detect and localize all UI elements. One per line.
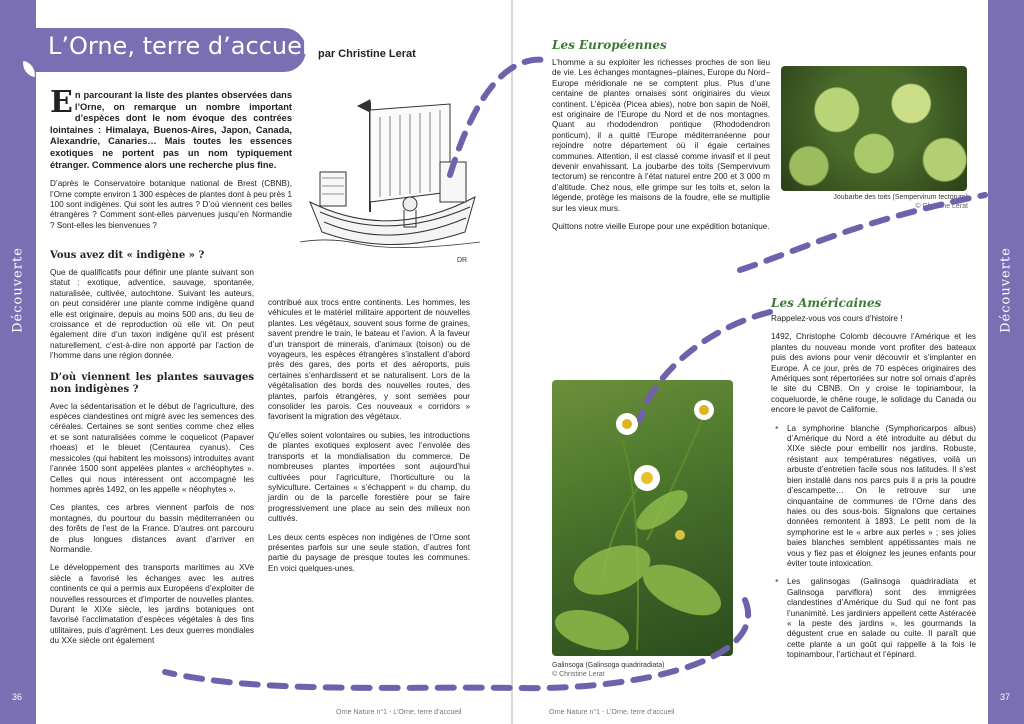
right-side-tab	[988, 0, 1024, 724]
subheading-origins: D’où viennent les plantes sauvages non indigènes ?	[50, 371, 254, 395]
right-column-eu	[552, 58, 770, 241]
bullet-galinsoga: • Les galinsogas (Galinsoga quadriradiata et Galinsoga parviflora) sont des immigrées clandestines d’Amérique du Sud qui ne font pas l’unanimité. Les jardiniers appellent cette Astéracée « la peste des jardins », les gourmands la dégustent crue en salade ou cuite. Il paraît que cette plante a un goût qui rappelle à la fois le topinambour, l’artichaut et l’épinard.	[771, 577, 976, 660]
paragraph: Avec la sédentarisation et le début de l’agriculture, des espèces clandestines ont migré avec les semences des céréales. Certaines se sont senties comme chez elles et se sont naturalisées comme le coquelicot (Papaver rhoeas) et le bleuet (Centaurea cyanus). Ces messicoles (qui habitent les moissons) introduites avant l’année 1500 sont appelées plantes « archéophytes ». Celles qui nous intéressent ont accompagné les hommes après 1492, on les appelle « néophytes ».	[50, 401, 254, 494]
heading-americaines: Les Américaines	[771, 296, 882, 310]
intro-column	[50, 85, 292, 239]
paragraph: Qu’elles soient volontaires ou subies, les introductions de plantes exotiques explosent avec l’envolée des transports et la mondialisation du commerce. De nombreuses plantes importées sont aujourd’hui cultivées pour l’agriculture, l’horticulture ou la sylviculture. Certaines « s’échappent » du champ, du jardin ou de la parcelle forestière pour se faire progressivement une place au sein des milieux non cultivés.	[268, 430, 470, 524]
paragraph: L’homme a su exploiter les richesses proches de son lieu de vie. Les échanges montagnes–plaines, Europe du Nord–Europe méridionale ne se comptent plus. Plus d’une centaine de plantes ornaises sont originaires du vieux continent. L’épicéa (Picea abies), notre bon sapin de Noël, est originaire de l’Europe du Nord et de nos montagnes. Quant au rhododendron pontique (Rhododendron ponticum), il a quitté l’Europe méditerranéenne pour rejoindre notre département où il égaie certaines communes. Attention, il est classé comme invasif et il peut devenir envahissant. La joubarbe des toits (Sempervivum tectorum) se rencontre à l’état naturel entre 200 et 3 000 m d’altitude. Chez nous, elle grimpe sur les toits et, selon la légende, protège les maisons de la foudre, elle se multiplie sur les vieux murs.	[552, 58, 770, 213]
left-page	[0, 0, 511, 724]
caption-galinsoga: Galinsoga (Galinsoga quadriradiata) © Christine Lerat	[552, 662, 665, 678]
heading-europeennes: Les Européennes	[552, 38, 667, 52]
paragraph: Quittons notre vieille Europe pour une expédition botanique.	[552, 222, 770, 232]
left-side-tab	[0, 0, 36, 724]
joubarbe-photo	[781, 66, 967, 191]
byline: par Christine Lerat	[318, 48, 416, 60]
paragraph: Rappelez-vous vos cours d’histoire !	[771, 314, 903, 323]
page-title: L’Orne, terre d’accueil	[48, 32, 316, 60]
paragraph: D’après le Conservatoire botanique national de Brest (CBNB), l’Orne compte environ 1 300 espèces de plantes dont à peu près 1 100 sont indigènes. Qui sont les autres ? D’où viennent ces belles étrangères ? Comment sont-elles parvenues jusqu’en Normandie ? Sont-elles les bienvenues ?	[50, 179, 292, 230]
subheading-indigene: Vous avez dit « indigène » ?	[50, 250, 205, 261]
page-number-left: 36	[12, 692, 23, 702]
left-column-b	[268, 298, 470, 582]
section-tab-label: Découverte	[10, 246, 26, 333]
lead-paragraph: En parcourant la liste des plantes observées dans l’Orne, on remarque un nombre important d’espèces dont le nom évoque des contrées lointaines : Himalaya, Buenos-Aires, Japon, Canada, Alexandrie, Canaries… Mais toutes les essences exotiques ne portent pas un nom typiquement étranger. Commence alors une recherche plus fine.	[50, 85, 292, 170]
galinsoga-photo	[552, 380, 733, 656]
paragraph: Ces plantes, ces arbres viennent parfois de nos montagnes, du pourtour du bassin méditerranéen ou des forêts de l’est de la France. D’autres ont parcouru de plus longues distances avant d’arriver en Normandie.	[50, 503, 254, 554]
footer-right: Orne Nature n°1 - L’Orne, terre d’accueil	[549, 709, 675, 716]
right-column-am	[771, 314, 976, 669]
footer-left: Orne Nature n°1 - L’Orne, terre d’accueil	[336, 709, 462, 716]
left-column-a	[50, 240, 254, 655]
paragraph: Que de qualificatifs pour définir une plante suivant son statut : exotique, adventice, sauvage, spontanée, naturalisée, cultivée, autochtone. Suivant les auteurs, on peut considérer une plante comme indigène quand elle est originaire, depuis au moins 500 ans, du lieu de croissance et de reproduction où elle vit. On peut également dire d’un taxon indigène qu’il est présent naturellement, c’est-à-dire non apporté par l’action de l’homme dans une région donnée.	[50, 268, 254, 361]
paragraph: contribué aux trocs entre continents. Les hommes, les véhicules et le matériel militaire apportent de nouvelles plantes. Les végétaux, souvent sous forme de graines, savent prendre le train, le bateau et l’avion. À la faveur d’un transport de minerais, d’animaux (toison) ou de voyageurs, les espèces étrangères s’installent d’abord près des gares, des ports et des aéroports, puis certaines s’enhardissent et se naturalisent. Lors de la végétalisation des bords des nouvelles routes, des plantes, parfois étrangères, y sont semées pour consolider les parois. Ces nouveaux « corridors » favorisent la migration des végétaux.	[268, 298, 470, 422]
caption-joubarbe: Joubarbe des toits (Sempervirum tectorum) © Christine Lerat	[833, 194, 968, 210]
title-bar	[36, 28, 316, 72]
paragraph: 1492, Christophe Colomb découvre l’Amérique et les plantes du nouveau monde vont profiter des bateaux puis des avions pour venir découvrir et s’implanter en Europe. À ce jour, près de 70 espèces originaires des Amériques sont répertoriées sur notre sol ornais d’après le site du CBNB. On y croise le topinambour, la coqueluorde, le chêne rouge, le solidage du Canada ou encore le pavot de Californie.	[771, 332, 976, 415]
drop-cap: E	[50, 85, 73, 120]
ship-illustration	[300, 92, 480, 267]
section-tab-label: Découverte	[998, 246, 1014, 333]
galinsoga-flowers	[552, 380, 733, 656]
bullet-symphorine: • La symphorine blanche (Symphoricarpos albus) d’Amérique du Nord a été introduite au début du XIXe siècle pour embellir nos jardins. Robuste, résistant aux températures négatives, voilà un arbuste d’entretien facile sous nos latitudes. Il s’est bien installé dans nos parcs puis il a pris la poudre d’escampette… On le retrouve sur une cinquantaine de communes de l’Orne dans des haies ou des sous-bois. Signalons que certaines données remontent à 1893. Le petit nom de la symphorine est le « arbre aux perles » ; ses jolies baies blanches semblent appétissantes mais ne vous y fiez pas et éloignez les jeunes enfants pour éviter toute intoxication.	[771, 424, 976, 570]
paragraph: Les deux cents espèces non indigènes de l’Orne sont présentes parfois sur une seule station, d’autres font partie du paysage de presque toutes les communes. En voici quelques-unes.	[268, 532, 470, 573]
page-number-right: 37	[1000, 692, 1011, 702]
ship-credit: DR	[457, 257, 468, 264]
paragraph: Le développement des transports maritimes au XVe siècle a favorisé les échanges avec les autres continents ce qui a permis aux Européens d’exploiter de nouvelles ressources et d’importer de nouvelles plantes. Durant le XIXe siècle, les jardins botaniques ont favorisé l’acclimatation d’espèces végétales à des fins utilitaires, puis d’agrément. Les deux guerres mondiales du XXe siècle ont également	[50, 563, 254, 646]
